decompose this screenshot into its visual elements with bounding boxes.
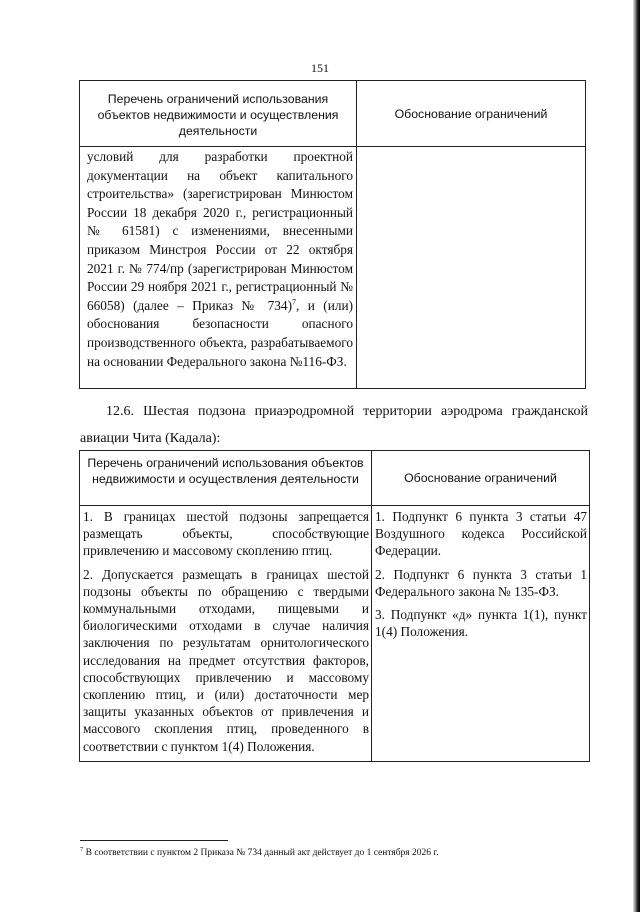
scan-edge-shadow <box>633 0 640 912</box>
footnote-text: В соответствии с пунктом 2 Приказа № 734 данный акт действует до 1 сентября 2026 г. <box>83 848 439 859</box>
table-header-row <box>80 81 586 147</box>
footnote-reference: 7 <box>292 297 296 307</box>
restriction-item-1: 1. В границах шестой подзоны запрещается размещать объекты, способствующие привлечению и массовому скоплению птиц. <box>83 509 369 559</box>
header-restrictions: Перечень ограничений использования объектов недвижимости и осуществления деятельности <box>80 451 372 506</box>
restrictions-table-continued <box>79 80 586 389</box>
justification-item-3: 3. Подпункт «д» пункта 1(1), пункт 1(4) Положения. <box>375 607 587 640</box>
header-restrictions: Перечень ограничений использования объектов недвижимости и осуществления деятельности <box>80 81 357 147</box>
page-number: 151 <box>311 61 329 75</box>
header-justification: Обоснование ограничений <box>357 81 586 147</box>
table-row <box>80 147 586 389</box>
footnote-marker: 7 <box>80 846 84 853</box>
justifications-list <box>372 506 590 762</box>
restrictions-list <box>80 506 372 762</box>
section-heading-12-6: 12.6. Шестая подзона приаэродромной территории аэродрома гражданской авиации Чита (Кадала): <box>80 404 588 446</box>
justification-item-2: 2. Подпункт 6 пункта 3 статьи 1 Федерального закона № 135-ФЗ. <box>375 566 587 599</box>
restriction-text-continued: условий для разработки проектной документации на объект капитального строительства» (зарегистрирован Минюстом России 18 декабря 2020 г., регистрационный № 61581) с изменениями, внесенными приказом Минстроя России от 22 октября 2021 г. № 774/пр (зарегистрирован Минюстом России 29 ноября 2021 г., регистрационный № 66058) (далее – Приказ № 734)$^7$, и (или) обоснования безопасности опасного производственного объекта, разрабатываемого на основании Федерального закона №116-ФЗ. <box>80 147 357 389</box>
restriction-item-2: 2. Допускается размещать в границах шестой подзоны объекты по обращению с твердыми коммунальными отходами, пищевыми и биологическими отходами в случае наличия заключения по результатам орнитологического исследования на предмет отсутствия факторов, способствующих привлечению и массовому скоплению птиц, и (или) достаточности мер защиты указанных объектов от привлечения и массового скопления птиц, проведенного в соответствии с пунктом 1(4) Положения. <box>83 566 369 754</box>
header-justification: Обоснование ограничений <box>372 451 590 506</box>
footnote <box>80 844 600 859</box>
table-header-row <box>80 451 590 506</box>
justification-item-1: 1. Подпункт 6 пункта 3 статьи 47 Воздушного кодекса Российской Федерации. <box>375 509 587 559</box>
justification-empty-cell <box>357 147 586 389</box>
footnote-separator <box>80 840 228 841</box>
restrictions-table-subzone-6 <box>79 450 590 762</box>
table-row <box>80 506 590 762</box>
